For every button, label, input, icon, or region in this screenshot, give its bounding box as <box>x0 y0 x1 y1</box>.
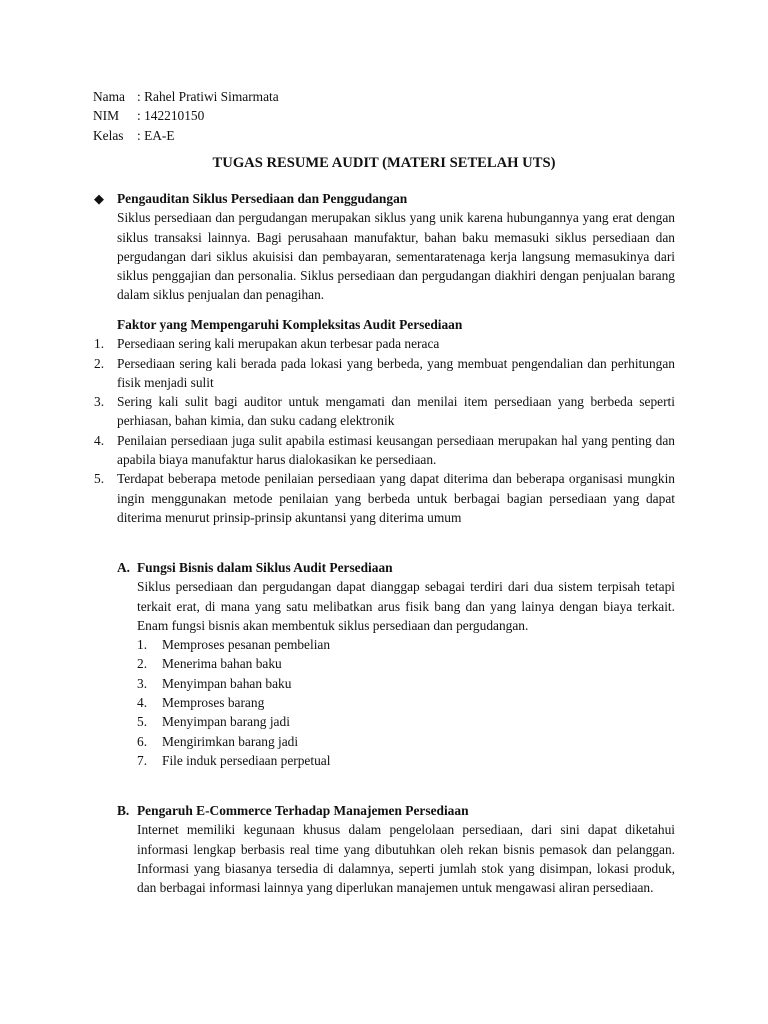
section-paragraph: Siklus persediaan dan pergudangan merupakan siklus yang unik karena hubungannya yang erat dengan siklus transaksi lainnya. Bagi perusahaan manufaktur, bahan baku memasuki siklus persediaan dan pergudangan dari siklus akuisisi dan pembayaran, sementaratenaga kerja langsung memasukinya dari siklus penggajian dan personalia. Siklus persediaan dan pergudangan diakhiri dengan penjualan barang dalam siklus penjualan dan penagihan. <box>117 210 675 303</box>
list-text: Menerima bahan baku <box>162 656 282 672</box>
identity-row-nim <box>93 106 279 125</box>
identity-label: Nama <box>93 89 125 104</box>
list-number: 6. <box>137 733 148 749</box>
list-item <box>94 334 675 353</box>
section-heading: Fungsi Bisnis dalam Siklus Audit Persediaan <box>137 560 393 575</box>
list-text: File induk persediaan perpetual <box>162 752 331 768</box>
list-item <box>137 635 675 654</box>
section-paragraph: Siklus persediaan dan pergudangan dapat dianggap sebagai terdiri dari dua sistem terpisah tetapi terkait erat, di mana yang satu melibatkan arus fisik bang dan yang lainya dengan biaya terkait. Enam fungsi bisnis akan membentuk siklus persediaan dan pergudangan. <box>137 579 675 633</box>
list-number: 2. <box>94 355 105 371</box>
section-paragraph: Internet memiliki kegunaan khusus dalam pengelolaan persediaan, dari sini dapat diketahui informasi lengkap berbasis real time yang dibutuhkan oleh rekan bisnis pemasok dan pelanggan. Informasi yang biasanya tersedia di dalamnya, seperti jumlah stok yang disimpan, lokasi produk, dan berbagai informasi lainnya yang diperlukan manajemen untuk mengawasi aliran persediaan. <box>137 822 675 896</box>
identity-value: : EA-E <box>137 127 175 143</box>
list-number: 5. <box>137 714 148 730</box>
list-item <box>94 431 675 470</box>
list-item <box>137 712 675 731</box>
list-item <box>94 469 675 527</box>
list-item <box>137 732 675 751</box>
list-text: Penilaian persediaan juga sulit apabila estimasi keusangan persediaan merupakan hal yang penting dan apabila biaya manufaktur harus dialokasikan ke persediaan. <box>117 432 675 468</box>
identity-label: Kelas <box>93 127 124 143</box>
list-text: Memproses barang <box>162 695 265 711</box>
identity-label: NIM <box>93 108 120 124</box>
list-text: Menyimpan barang jadi <box>162 714 290 730</box>
list-number: 3. <box>94 394 105 410</box>
list-text: Memproses pesanan pembelian <box>162 637 331 653</box>
list-item <box>137 693 675 712</box>
factors-list <box>94 334 675 527</box>
section-letter: B. <box>117 803 130 818</box>
list-text: Terdapat beberapa metode penilaian persediaan yang dapat diterima dan beberapa organisasi mungkin ingin menggunakan metode penilaian yang berbeda untuk berbagai bagian persediaan yang dapat diterima menurut prinsip-prinsip akuntansi yang diterima umum <box>117 471 675 525</box>
list-item <box>137 654 675 673</box>
list-text: Mengirimkan barang jadi <box>162 733 299 749</box>
identity-row-class <box>93 126 279 145</box>
section-letter: A. <box>117 560 131 575</box>
identity-row-name <box>93 87 279 106</box>
section-inventory-audit <box>94 189 675 305</box>
list-number: 1. <box>94 336 105 352</box>
document-title: TUGAS RESUME AUDIT (MATERI SETELAH UTS) <box>212 155 556 171</box>
list-number: 7. <box>137 752 148 768</box>
list-number: 3. <box>137 675 148 691</box>
list-item <box>137 674 675 693</box>
section-b-ecommerce <box>117 801 675 897</box>
list-text: Sering kali sulit bagi auditor untuk mengamati dan menilai item persediaan yang berbeda seperti perhiasan, bahan kimia, dan suku cadang elektronik <box>117 394 675 429</box>
section-a-business-functions <box>117 558 675 770</box>
section-heading: Faktor yang Mempengaruhi Kompleksitas Audit Persediaan <box>117 317 463 332</box>
list-item <box>137 751 675 770</box>
diamond-bullet-icon: ◆ <box>94 191 104 206</box>
student-identity <box>93 87 279 145</box>
list-number: 2. <box>137 656 148 672</box>
section-complexity-factors <box>94 315 675 527</box>
business-functions-list <box>137 635 675 770</box>
list-item <box>94 392 675 431</box>
list-number: 5. <box>94 471 105 487</box>
section-heading: Pengaruh E-Commerce Terhadap Manajemen Persediaan <box>137 803 469 818</box>
list-item <box>94 354 675 393</box>
identity-value: : Rahel Pratiwi Simarmata <box>137 89 279 104</box>
list-text: Persediaan sering kali merupakan akun terbesar pada neraca <box>117 336 440 352</box>
list-number: 4. <box>94 432 105 448</box>
identity-value: : 142210150 <box>137 108 205 124</box>
list-number: 4. <box>137 695 148 711</box>
list-text: Persediaan sering kali berada pada lokasi yang berbeda, yang membuat pengendalian dan perhitungan fisik menjadi sulit <box>117 355 675 390</box>
list-text: Menyimpan bahan baku <box>162 675 292 691</box>
list-number: 1. <box>137 637 148 653</box>
section-heading: Pengauditan Siklus Persediaan dan Penggudangan <box>117 191 408 206</box>
